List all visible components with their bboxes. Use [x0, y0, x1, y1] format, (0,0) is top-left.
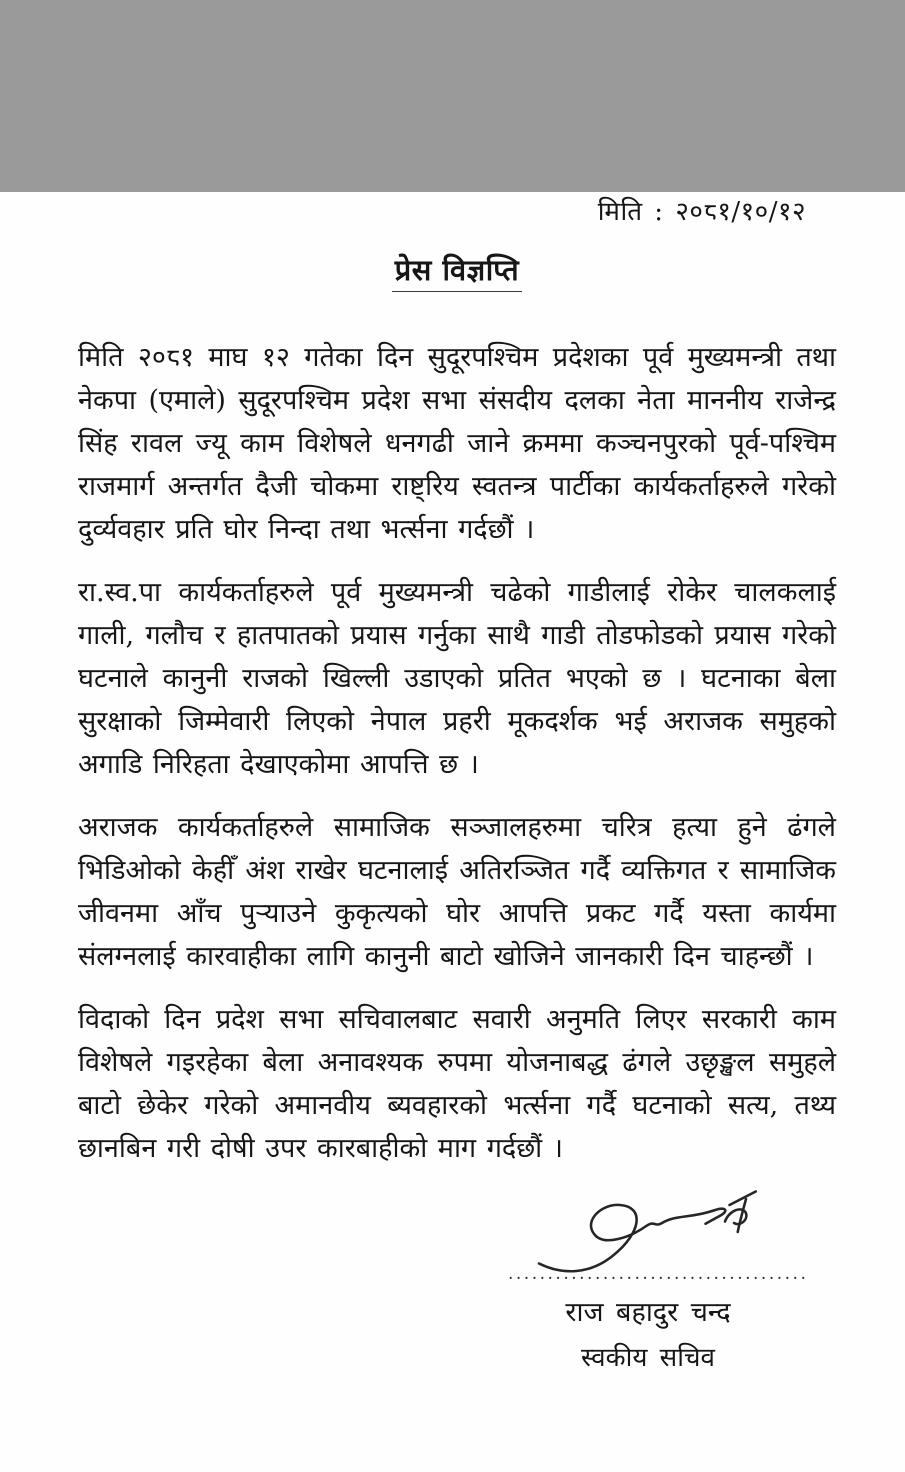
date-line: मिति : २०८१/१०/१२	[597, 197, 806, 227]
signatory-title: स्वकीय सचिव	[581, 1343, 715, 1373]
press-release-page	[0, 192, 905, 1472]
body-paragraph-2: रा.स्व.पा कार्यकर्ताहरुले पूर्व मुख्यमन्त्री चढेको गाडीलाई रोकेर चालकलाई गाली, गलौच र हातपातको प्रयास गर्नुका साथै गाडी तोडफोडको प्रयास गरेको घटनाले कानुनी राजको खिल्ली उडाएको प्रतित भएको छ । घटनाका बेला सुरक्षाको जिम्मेवारी लिएको नेपाल प्रहरी मूकदर्शक भई अराजक समुहको अगाडि निरिहता देखाएकोमा आपत्ति छ ।	[78, 577, 836, 780]
title-row	[78, 250, 836, 292]
page-title: प्रेस विज्ञप्ति	[392, 250, 522, 292]
signature-dotted-line: ......................................	[508, 1264, 809, 1284]
signature-block	[508, 1190, 809, 1374]
body-paragraph-1: मिति २०८१ माघ १२ गतेका दिन सुदूरपश्चिम प्रदेशका पूर्व मुख्यमन्त्री तथा नेकपा (एमाले) सुदूरपश्चिम प्रदेश सभा संसदीय दलका नेता माननीय राजेन्द्र सिंह रावल ज्यू काम विशेषले धनगढी जाने क्रममा कञ्चनपुरको पूर्व-पश्चिम राजमार्ग अन्तर्गत दैजी चोकमा राष्ट्रिय स्वतन्त्र पार्टीका कार्यकर्ताहरुले गरेको दुर्व्यवहार प्रति घोर निन्दा तथा भर्त्सना गर्दछौं ।	[78, 342, 836, 545]
body-text	[78, 336, 836, 1170]
page-content	[0, 192, 905, 1374]
signatory-name: राज बहादुर चन्द	[565, 1297, 731, 1328]
body-paragraph-3: अराजक कार्यकर्ताहरुले सामाजिक सञ्जालहरुमा चरित्र हत्या हुने ढंगले भिडिओको केहीँ अंश राखेर घटनालाई अतिरञ्जित गर्दै व्यक्तिगत र सामाजिक जीवनमा आँच पुऱ्याउने कुकृत्यको घोर आपत्ति प्रकट गर्दै यस्ता कार्यमा संलग्नलाई कारवाहीका लागि कानुनी बाटो खोजिने जानकारी दिन चाहन्छौं ।	[78, 812, 836, 972]
body-paragraph-4: विदाको दिन प्रदेश सभा सचिवालबाट सवारी अनुमति लिएर सरकारी काम विशेषले गइरहेका बेला अनावश्यक रुपमा योजनाबद्ध ढंगले उछृङ्खल समुहले बाटो छेकेर गरेको अमानवीय ब्यवहारको भर्त्सना गर्दै घटनाको सत्य, तथ्य छानबिन गरी दोषी उपर कारबाहीको माग गर्दछौं ।	[78, 1004, 836, 1164]
